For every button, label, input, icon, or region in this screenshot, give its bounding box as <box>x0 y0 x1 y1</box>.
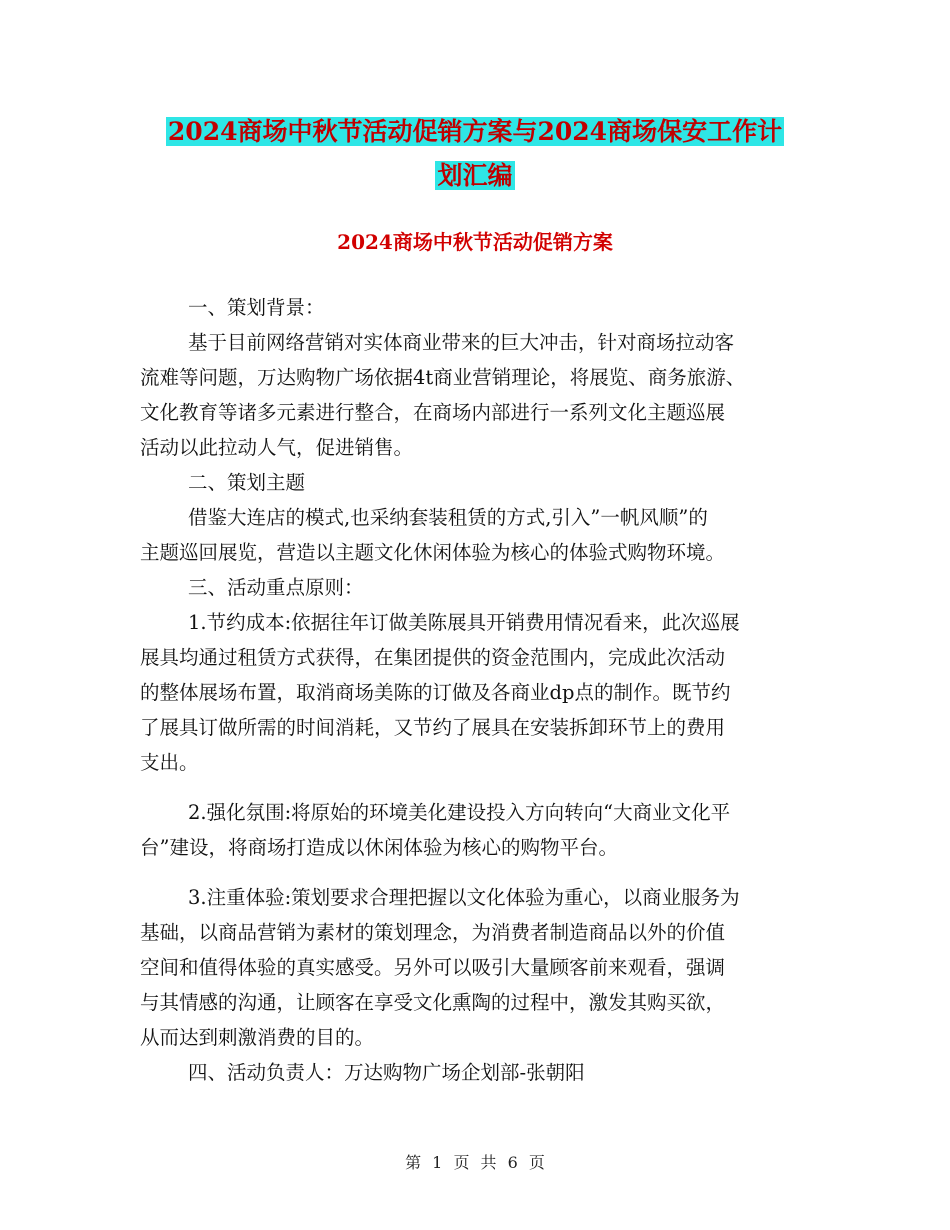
paragraph-line: 基础，以商品营销为素材的策划理念，为消费者制造商品以外的价值 <box>140 921 726 944</box>
paragraph-line: 从而达到刺激消费的目的。 <box>140 1026 375 1049</box>
document-title-text-2: 划汇编 <box>437 161 513 190</box>
paragraph-line: 活动以此拉动人气，促进销售。 <box>140 436 414 459</box>
page-footer: 第 1 页 共 6 页 <box>405 1153 545 1172</box>
paragraph-line: 2.强化氛围:将原始的环境美化建设投入方向转向“大商业文化平 <box>188 801 731 824</box>
heading-background: 一、策划背景： <box>188 296 325 319</box>
heading-responsible: 四、活动负责人：万达购物广场企划部-张朝阳 <box>188 1061 585 1084</box>
document-title-line-2 <box>0 154 950 198</box>
document-title-line-1 <box>0 110 950 154</box>
paragraph-line: 支出。 <box>140 751 199 774</box>
document-title-text-1: 2024商场中秋节活动促销方案与2024商场保安工作计 <box>167 117 783 146</box>
paragraph-line: 1.节约成本:依据往年订做美陈展具开销费用情况看来，此次巡展 <box>188 611 740 634</box>
paragraph-line: 了展具订做所需的时间消耗，又节约了展具在安装拆卸环节上的费用 <box>140 716 726 739</box>
heading-principles: 三、活动重点原则： <box>188 576 364 599</box>
paragraph-line: 主题巡回展览，营造以主题文化休闲体验为核心的体验式购物环境。 <box>140 541 726 564</box>
paragraph-line: 文化教育等诸多元素进行整合，在商场内部进行一系列文化主题巡展 <box>140 401 726 424</box>
paragraph-line: 与其情感的沟通，让顾客在享受文化熏陶的过程中，激发其购买欲， <box>140 991 726 1014</box>
paragraph-line: 流难等问题，万达购物广场依据4t商业营销理论，将展览、商务旅游、 <box>140 366 746 389</box>
heading-theme: 二、策划主题 <box>188 471 306 494</box>
paragraph-line: 台”建设，将商场打造成以休闲体验为核心的购物平台。 <box>140 836 618 859</box>
section-title: 2024商场中秋节活动促销方案 <box>337 230 613 254</box>
paragraph-line: 的整体展场布置，取消商场美陈的订做及各商业dp点的制作。既节约 <box>140 681 731 704</box>
paragraph-line: 基于目前网络营销对实体商业带来的巨大冲击，针对商场拉动客 <box>188 331 735 354</box>
paragraph-line: 借鉴大连店的模式,也采纳套装租赁的方式,引入”一帆风顺”的 <box>188 506 708 529</box>
paragraph-line: 空间和值得体验的真实感受。另外可以吸引大量顾客前来观看，强调 <box>140 956 726 979</box>
paragraph-line: 3.注重体验:策划要求合理把握以文化体验为重心，以商业服务为 <box>188 886 740 909</box>
paragraph-line: 展具均通过租赁方式获得，在集团提供的资金范围内，完成此次活动 <box>140 646 726 669</box>
